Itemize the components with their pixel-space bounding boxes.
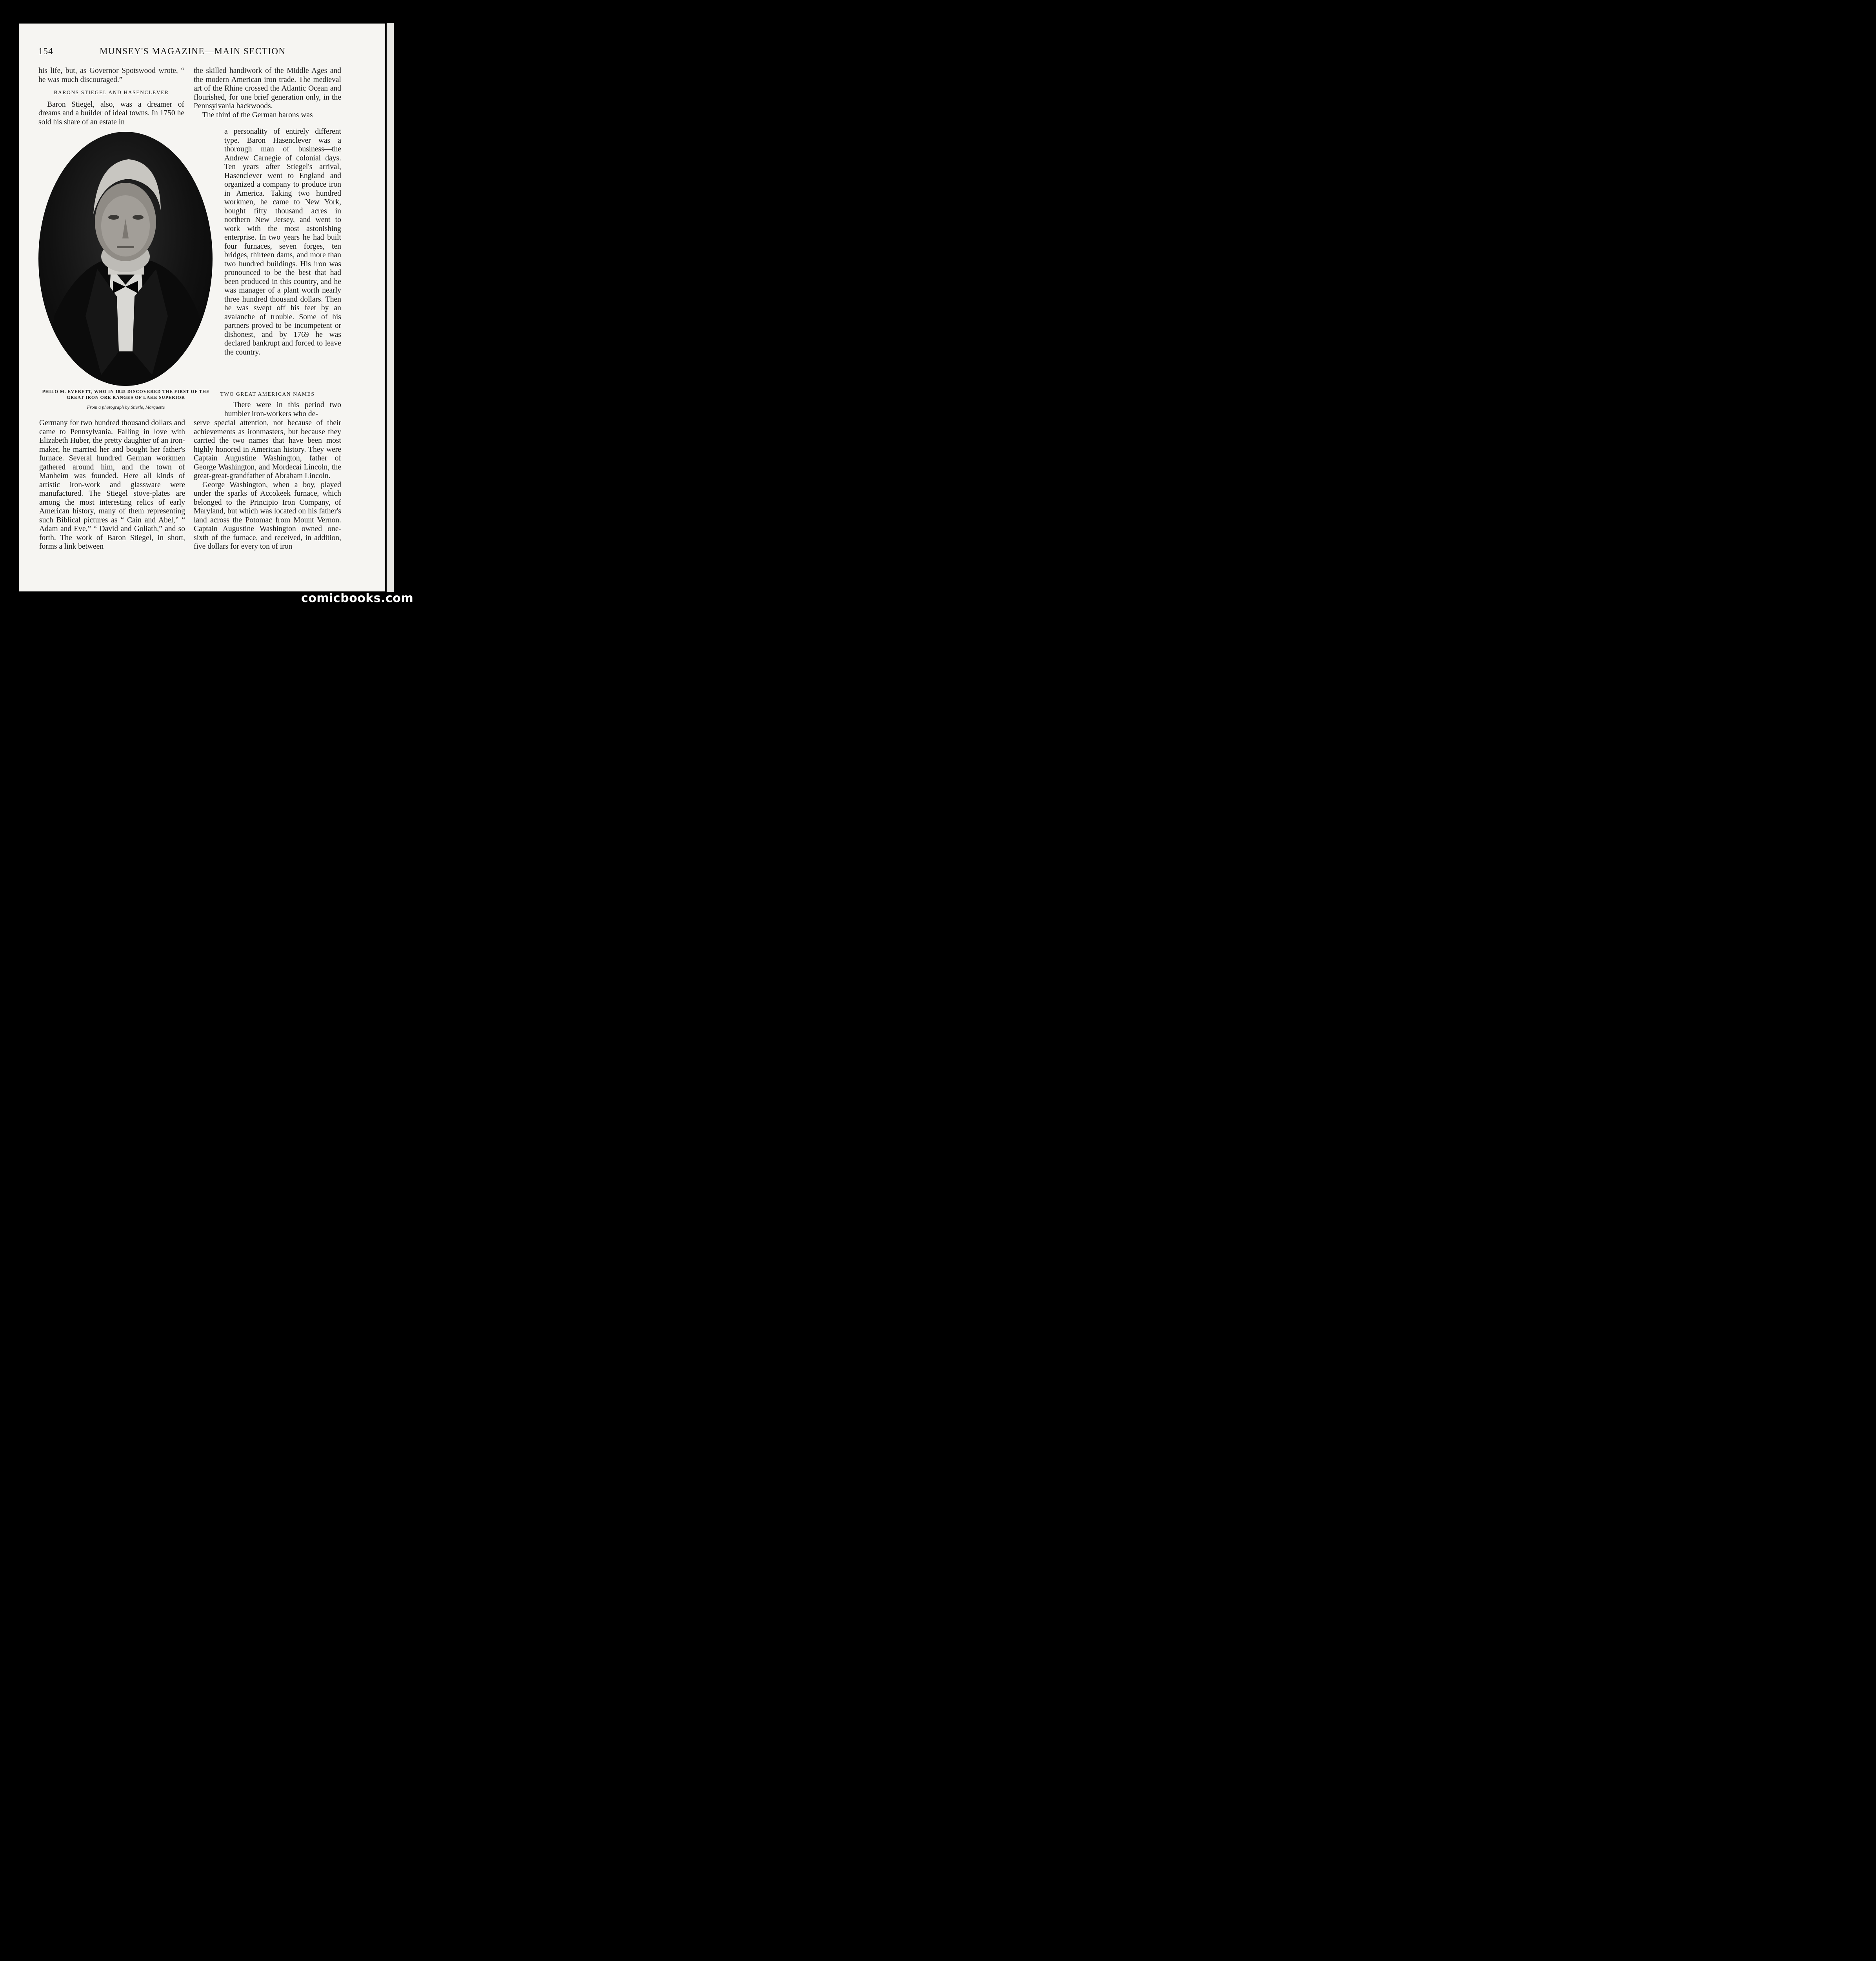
left-column-bottom xyxy=(39,419,185,551)
left-column-top xyxy=(38,67,184,127)
section-heading: BARONS STIEGEL AND HASENCLEVER xyxy=(54,89,169,95)
right-column-bottom xyxy=(194,419,341,551)
paragraph: his life, but, as Governor Spotswood wrote, “ he was much discouraged.” xyxy=(38,67,184,84)
paragraph: Baron Stiegel, also, was a dreamer of dreams and a builder of ideal towns. In 1750 he sold his share of an estate in xyxy=(38,100,184,126)
running-title: MUNSEY'S MAGAZINE—MAIN SECTION xyxy=(100,46,286,56)
photo-credit: From a photograph by Stierle, Marquette xyxy=(87,404,165,410)
right-column xyxy=(194,67,341,120)
right-column-narrow-2 xyxy=(224,401,341,418)
page-number: 154 xyxy=(38,46,53,56)
section-heading: TWO GREAT AMERICAN NAMES xyxy=(220,391,315,397)
running-header xyxy=(38,46,342,60)
paragraph-lead: There were in this period two humbler iron-workers who de- xyxy=(224,401,341,418)
paragraph: serve special attention, not because of their achievements as ironmasters, but because they carried the two names that have been most highly honored in American history. They were Captain Augustine Washington, father of George Washington, and Mordecai Lincoln, the great-great-grandfather of Abraham Lincoln. xyxy=(194,419,341,480)
paragraph: Germany for two hundred thousand dollars and came to Pennsylvania. Falling in love with Elizabeth Huber, the pretty daughter of an iron-maker, he married her and bought her father's furnace. Several hundred German workmen gathered around him, and the town of Manheim was founded. Here all kinds of artistic iron-work and glassware were manufactured. The Stiegel stove-plates are among the most interesting relics of early American history, many of them representing such Biblical pictures as “ Cain and Abel,” “ Adam and Eve,” “ David and Goliath,” and so forth. The work of Baron Stiegel, in short, forms a link between xyxy=(39,419,185,551)
paragraph: a personality of entirely different type. Baron Hasenclever was a thorough man of business—the Andrew Carnegie of colonial days. Ten years after Stiegel's arrival, Hasenclever went to England and organized a company to produce iron in America. Taking two hundred workmen, he came to New York, bought fifty thousand acres in northern New Jersey, and went to work with the most astonishing enterprise. In two years he had built four furnaces, seven forges, ten bridges, thirteen dams, and more than two hundred buildings. His iron was pronounced to be the best that had been produced in this country, and he was manager of a plant worth nearly three hundred thousand dollars. Then he was swept off his feet by an avalanche of trouble. Some of his partners proved to be incompetent or dishonest, and by 1769 he was declared bankrupt and forced to leave the country. xyxy=(224,127,341,357)
figure-caption: PHILO M. EVERETT, WHO IN 1845 DISCOVERED THE FIRST OF THE GREAT IRON ORE RANGES OF LAKE SUPERIOR xyxy=(42,389,210,400)
watermark: comicbooks.com xyxy=(301,591,414,605)
facing-page-edge xyxy=(387,23,394,592)
right-column-narrow xyxy=(224,127,341,357)
right-column-lower xyxy=(194,386,341,402)
paragraph-lead: The third of the German barons was xyxy=(202,111,313,119)
paragraph: the skilled handiwork of the Middle Ages and the modern American iron trade. The medieval art of the Rhine crossed the Atlantic Ocean and flourished, for one brief generation only, in the Pennsylvania backwoods. xyxy=(194,67,341,110)
portrait-photo xyxy=(38,132,213,386)
paragraph: George Washington, when a boy, played under the sparks of Accokeek furnace, which belonged to the Principio Iron Company, of Maryland, but which was located on his father's land across the Potomac from Mount Vernon. Captain Augustine Washington owned one-sixth of the furnace, and received, in addition, five dollars for every ton of iron xyxy=(194,480,341,551)
portrait-illustration xyxy=(38,132,213,386)
